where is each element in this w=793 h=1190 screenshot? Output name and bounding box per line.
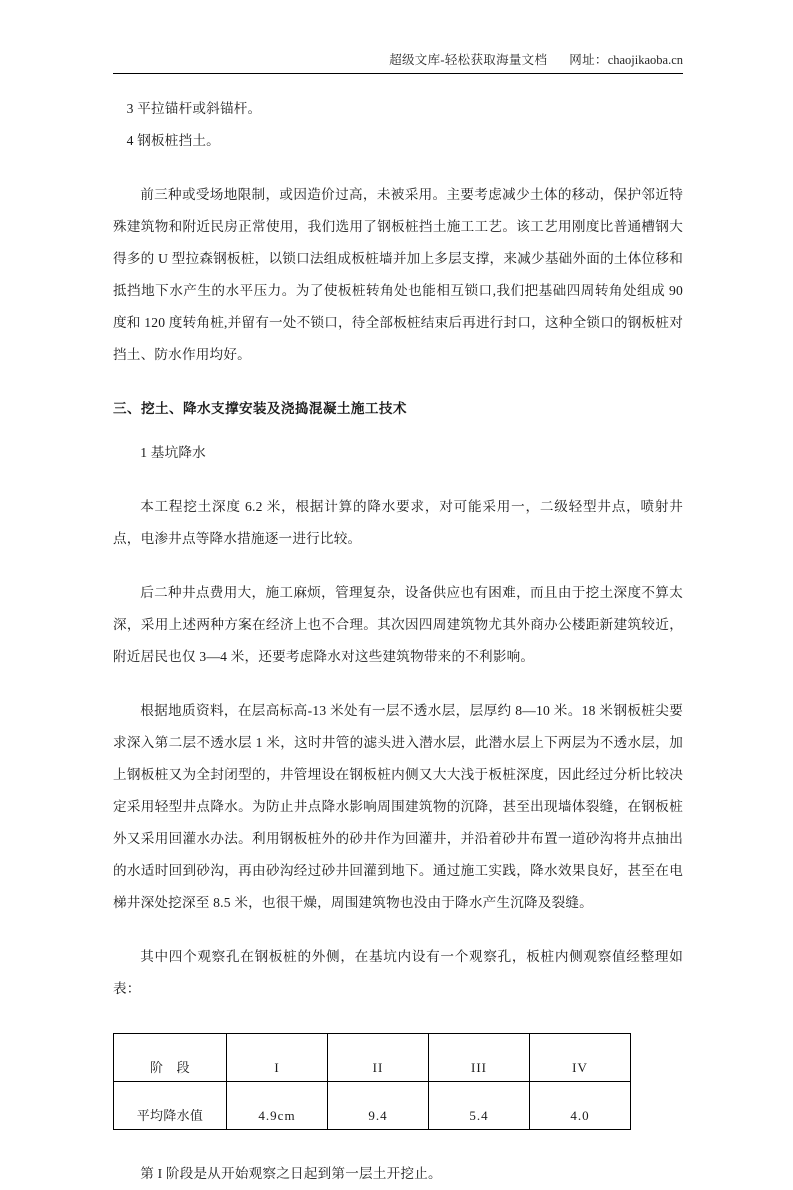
table-cell-stage-1: I (227, 1034, 328, 1082)
paragraph-gap (113, 425, 683, 437)
table-row (114, 1082, 631, 1130)
section-heading: 三、挖土、降水支撑安装及浇捣混凝土施工技术 (113, 401, 407, 416)
table-cell-value-3: 5.4 (429, 1082, 530, 1130)
observation-table (113, 1033, 631, 1130)
page-header (113, 52, 683, 68)
paragraph-gap (113, 1130, 683, 1158)
table-cell-value-1: 4.9cm (227, 1082, 328, 1130)
table-cell-stage-4: IV (530, 1034, 631, 1082)
header-site-name: 超级文库-轻松获取海量文档 (389, 53, 548, 67)
paragraph-stage-note: 第 I 阶段是从开始观察之日起到第一层土开挖止。 (140, 1166, 442, 1181)
table-gap (113, 1005, 683, 1033)
paragraph-geology: 根据地质资料，在层高标高-13 米处有一层不透水层，层厚约 8—10 米。18 米钢板桩尖要求深入第二层不透水层 1 米，这时井管的滤头进入潜水层，此潜水层上下两层为不透水层，加上钢板桩又为全封闭型的，井管埋设在钢板桩内侧又大大浅于板桩深度，因此经过分析比较决定采用轻型井点降水。为防止井点降水影响周围建筑物的沉降，甚至出现墙体裂缝，在钢板桩外又采用回灌水办法。利用钢板桩外的砂井作为回灌井，并沿着砂井布置一道砂沟将井点抽出的水适时回到砂沟，再由砂沟经过砂井回灌到地下。通过施工实践，降水效果良好，甚至在电梯井深处挖深至 8.5 米，也很干燥，周围建筑物也没由于降水产生沉降及裂缝。 (113, 703, 683, 910)
table-cell-stage-2: II (328, 1034, 429, 1082)
paragraph-gap (113, 469, 683, 491)
paragraph-gap (113, 555, 683, 577)
paragraph-depth: 本工程挖土深度 6.2 米，根据计算的降水要求，对可能采用一，二级轻型井点，喷射井点，电渗井点等降水措施逐一进行比较。 (113, 499, 683, 546)
paragraph-observation: 其中四个观察孔在钢板桩的外侧，在基坑内设有一个观察孔，板桩内侧观察值经整理如表： (113, 949, 683, 996)
list-item: 3 平拉锚杆或斜锚杆。 (126, 101, 262, 116)
header-url-label: 网址： (569, 53, 608, 67)
table-cell-value-4: 4.0 (530, 1082, 631, 1130)
paragraph-intro: 前三种或受场地限制，或因造价过高，未被采用。主要考虑减少土体的移动，保护邻近特殊建筑物和附近民房正常使用，我们选用了钢板桩挡土施工工艺。该工艺用刚度比普通槽钢大得多的 U 型拉森钢板桩，以锁口法组成板桩墙并加上多层支撑，来减少基础外面的土体位移和抵挡地下水产生的水平压力。为了使板桩转角处也能相互锁口,我们把基础四周转角处组成 90 度和 120 度转角桩,并留有一处不锁口，待全部板桩结束后再进行封口，这种全锁口的钢板桩对挡土、防水作用均好。 (113, 187, 683, 362)
paragraph-gap (113, 673, 683, 695)
header-url-value: chaojikaoba.cn (607, 53, 683, 67)
table-cell-stage-3: III (429, 1034, 530, 1082)
paragraph-gap (113, 919, 683, 941)
sub-heading: 1 基坑降水 (140, 445, 206, 460)
paragraph-gap (113, 371, 683, 393)
paragraph-gap (113, 157, 683, 179)
paragraph-cost: 后二种井点费用大，施工麻烦，管理复杂，设备供应也有困难，而且由于挖土深度不算太深，采用上述两种方案在经济上也不合理。其次因四周建筑物尤其外商办公楼距新建筑较近，附近居民也仅 3—4 米，还要考虑降水对这些建筑物带来的不利影响。 (113, 585, 683, 664)
document-body (113, 93, 683, 1190)
observation-table-wrapper (113, 1033, 631, 1130)
header-divider (113, 73, 683, 74)
table-header-average: 平均降水值 (114, 1082, 227, 1130)
table-header-stage: 阶 段 (114, 1034, 227, 1082)
list-item: 4 钢板桩挡土。 (126, 133, 220, 148)
table-row (114, 1034, 631, 1082)
table-cell-value-2: 9.4 (328, 1082, 429, 1130)
